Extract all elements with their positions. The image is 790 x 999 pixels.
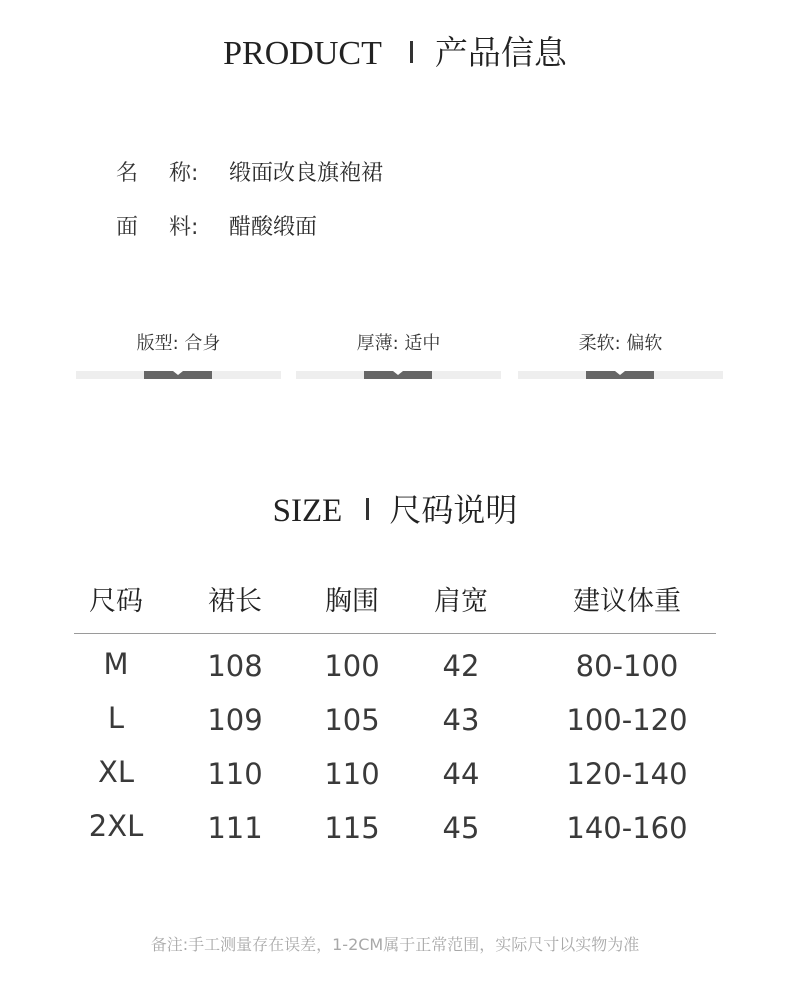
product-title-en: PRODUCT <box>223 35 382 72</box>
table-cell: 105 <box>324 703 380 737</box>
info-row-name <box>116 158 384 190</box>
table-cell: 140-160 <box>566 811 688 845</box>
attribute-softness <box>518 330 723 382</box>
title-separator <box>410 41 413 63</box>
table-cell: 100-120 <box>566 703 688 737</box>
indicator-notch <box>615 371 625 375</box>
attribute-label: 柔软: 偏软 <box>578 333 663 354</box>
info-row-fabric <box>116 212 318 244</box>
table-divider <box>74 633 716 634</box>
table-header-bust: 胸围 <box>325 586 379 617</box>
table-cell: 44 <box>442 757 480 791</box>
size-section-title <box>0 488 790 532</box>
attribute-label: 厚薄: 适中 <box>356 333 441 354</box>
table-cell: 42 <box>442 649 480 683</box>
table-cell: L <box>107 701 125 735</box>
table-cell: 43 <box>442 703 480 737</box>
info-key-part: 料: <box>169 215 199 240</box>
table-cell: 80-100 <box>575 649 679 683</box>
title-separator <box>366 498 369 520</box>
info-key-part: 称: <box>169 161 199 186</box>
product-title-zh: 产品信息 <box>434 33 567 72</box>
indicator-notch <box>173 371 183 375</box>
info-key-part: 名 <box>116 161 139 186</box>
indicator-notch <box>393 371 403 375</box>
table-cell: XL <box>97 755 135 789</box>
size-title-en: SIZE <box>272 493 343 529</box>
table-cell: 110 <box>324 757 380 791</box>
table-cell: 109 <box>207 703 263 737</box>
table-cell: 100 <box>324 649 380 683</box>
table-cell: 111 <box>207 811 263 845</box>
attribute-label: 版型: 合身 <box>136 333 221 354</box>
table-cell: 108 <box>207 649 263 683</box>
measurement-note: 备注:手工测量存在误差，1-2CM属于正常范围，实际尺寸以实物为准 <box>150 935 640 954</box>
table-cell: M <box>103 647 129 681</box>
size-title-zh: 尺码说明 <box>389 491 518 529</box>
table-cell: 45 <box>442 811 480 845</box>
table-header-size: 尺码 <box>89 586 143 617</box>
attribute-fit <box>76 330 281 382</box>
attribute-thickness <box>296 330 501 382</box>
table-cell: 2XL <box>88 809 144 843</box>
table-cell: 120-140 <box>566 757 688 791</box>
info-value-fabric: 醋酸缎面 <box>229 215 318 240</box>
info-key-part: 面 <box>116 215 139 240</box>
table-header-weight: 建议体重 <box>573 586 681 617</box>
info-value-name: 缎面改良旗袍裙 <box>229 161 384 186</box>
table-header-shoulder: 肩宽 <box>434 586 488 617</box>
table-header-length: 裙长 <box>208 586 262 617</box>
table-cell: 115 <box>324 811 380 845</box>
table-cell: 110 <box>207 757 263 791</box>
product-section-title <box>0 30 790 76</box>
